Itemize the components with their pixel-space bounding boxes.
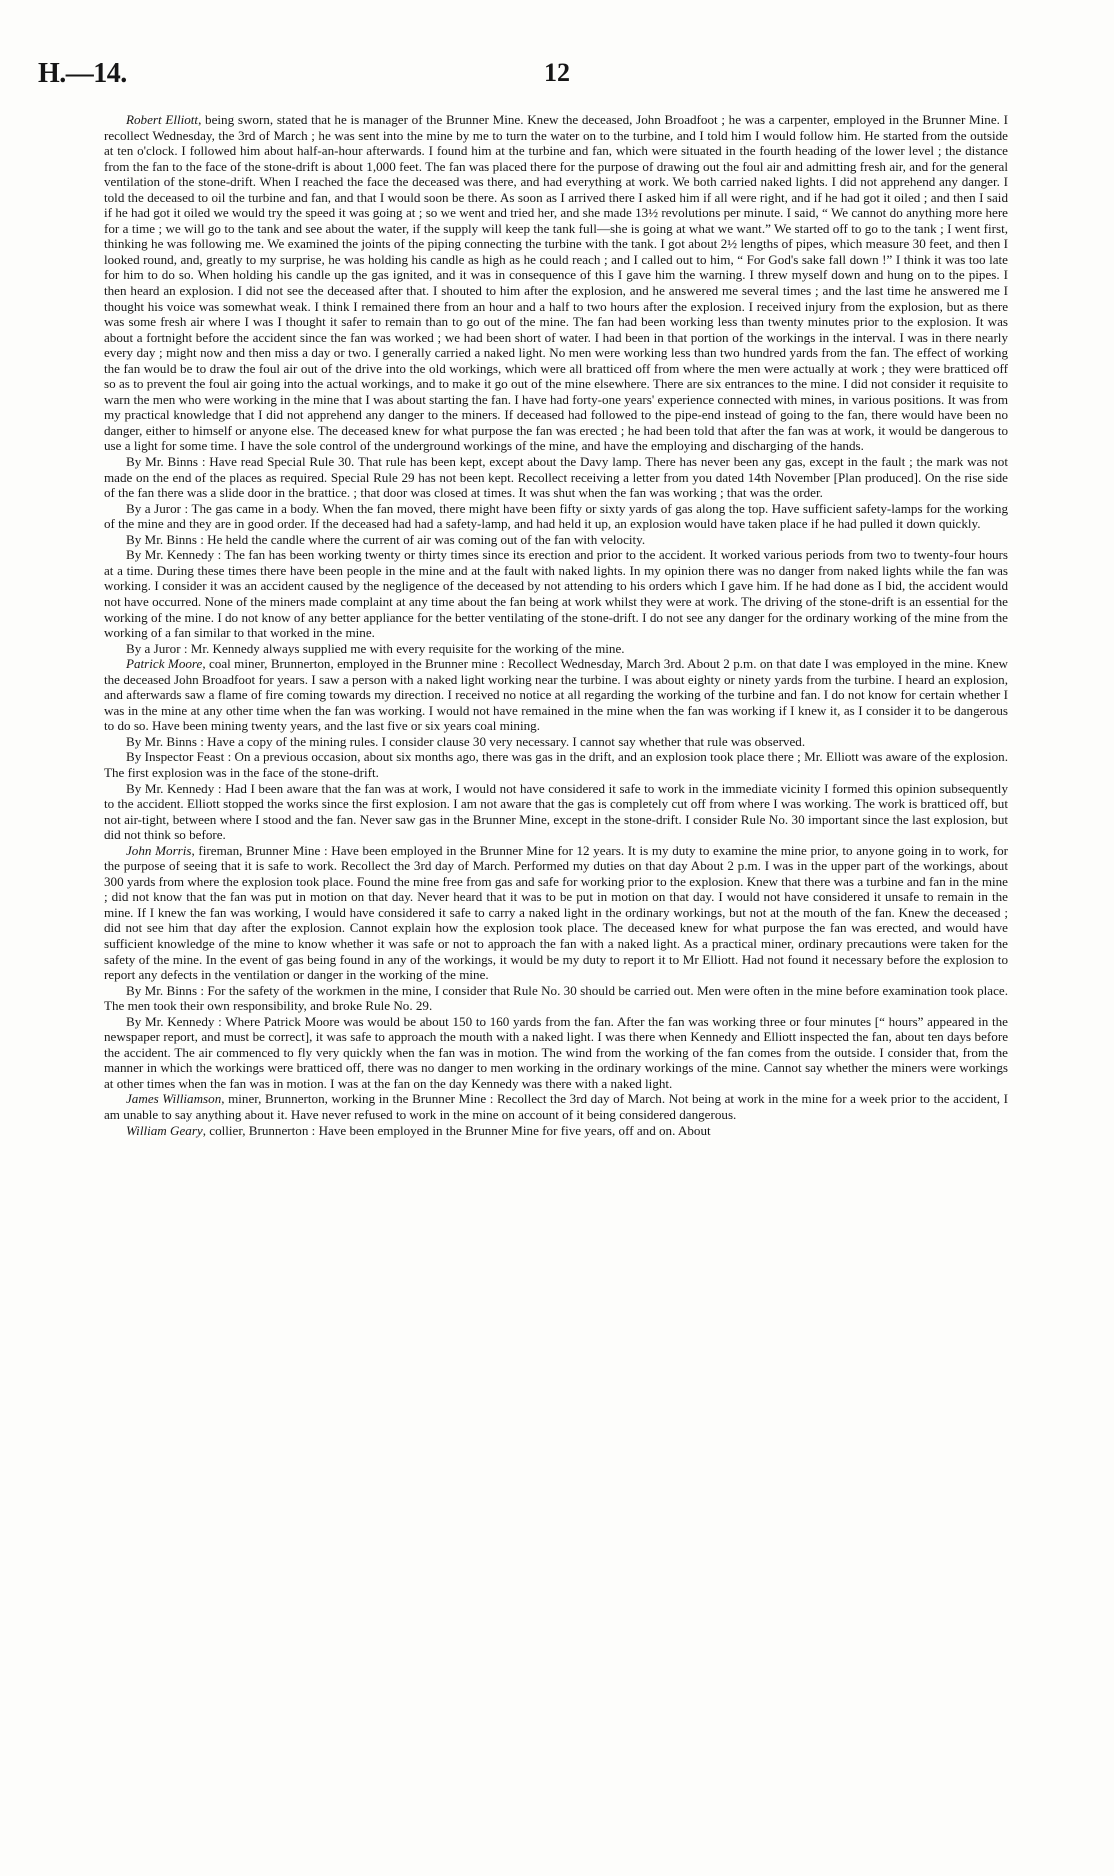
paragraph-text: By a Juror : The gas came in a body. When the fan moved, there might have been fifty or sixty yards of gas along the top. Have sufficient safety-lamps for the working of the mine and they are in good order. If the deceased had had a safety-lamp, and had held it up, an explosion would have taken place if he had pulled it down quickly.: [104, 500, 1008, 532]
paragraph-text: By Mr. Kennedy : Where Patrick Moore was would be about 150 to 160 yards from the fan. After the fan was working three or four minutes [“ hours” appeared in the newspaper report, and must be correct], it was safe to approach the mouth with a naked light. I was there when Kennedy and Elliott inspected the fan, about ten days before the accident. The air commenced to fly very quickly when the fan was in motion. The wind from the working of the fan comes from the outside. I consider that, from the manner in which the workings were bratticed off, there was no danger to men working in the ordinary workings of the mine. Cannot say whether the miners were workings at other times when the fan was in motion. I was at the fan on the day Kennedy was there with a naked light.: [104, 1013, 1008, 1091]
paragraph-text: By Mr. Kennedy : The fan has been working twenty or thirty times since its erection and prior to the accident. It worked various periods from two to twenty-four hours at a time. During these times there have been people in the mine and at the fault with naked lights. In my opinion there was no danger from naked lights while the fan was working. I consider it was an accident caused by the negligence of the deceased by not attending to his orders which I gave him. If he had done as I bid, the accident would not have occurred. None of the miners made complaint at any time about the fan being at work whilst they were at work. The driving of the stone-drift is an essential for the working of the mine. I do not know of any better appliance for the better ventilating of the stone-drift. I do not see any danger for the ordinary working of the mine from the working of a fan similar to that worked in the mine.: [104, 547, 1008, 641]
paragraph-morris: [104, 843, 1008, 983]
paragraph-binns-2: [104, 532, 1008, 548]
paragraph-text: , being sworn, stated that he is manager of the Brunner Mine. Knew the deceased, John Broadfoot ; he was a carpenter, employed in the Brunner Mine. I recollect Wednesday, the 3rd of March ; he was sent into the mine by me to turn the water on to the turbine, and I told him I would follow him. He started from the outside at ten o'clock. I followed him about half-an-hour afterwards. I found him at the turbine and fan, which were situated in the fourth heading of the lower level ; the distance from the fan to the face of the stone-drift is about 1,000 feet. The fan was placed there for the purpose of drawing out the foul air and admitting fresh air, and for the general ventilation of the stone-drift. When I reached the face the deceased was there, and had everything at work. We both carried naked lights. I did not apprehend any danger. I told the deceased to oil the turbine and fan, and that I would soon be there. As soon as I arrived there I asked him if all were right, and if he had got it oiled ; and then I said if he had got it oiled we would try the speed it was going at ; so we went and tried her, and she made 13½ revolutions per minute. I said, “ We cannot do anything more here for a time ; we will go to the tank and see about the water, if the supply will keep the tank full—she is going at what we want.” We started off to go to the tank ; I went first, thinking he was following me. We examined the joints of the piping connecting the turbine with the tank. I got about 2½ lengths of pipes, which measure 30 feet, and then I looked round, and, greatly to my surprise, he was holding his candle as high as he could reach ; and I called out to him, “ For God's sake fall down !” I think it was too late for him to do so. When holding his candle up the gas ignited, and it was in consequence of this I gave him the warning. I threw myself down and hung on to the pipes. I then heard an explosion. I did not see the deceased after that. I shouted to him after the explosion, and he answered me several times ; and the last time he answered me I thought his voice was somewhat weak. I think I remained there from an hour and a half to two hours after the explosion. I received injury from the explosion, but as there was some fresh air where I was I thought it safer to remain than to go out of the mine. The fan had been working less than twenty minutes prior to the explosion. It was about a fortnight before the accident since the fan was worked ; we had been short of water. I had been in that portion of the workings in the interval. I was in there nearly every day ; might now and then miss a day or two. I generally carried a naked light. No men were working less than two hundred yards from the fan. The effect of working the fan would be to draw the foul air out of the drive into the old workings, which were all bratticed off from where the men were actually at work ; they were bratticed off so as to prevent the foul air going into the actual workings, and to make it go out of the mine elsewhere. There are six entrances to the mine. I did not consider it requisite to warn the men who were working in the mine that I was about starting the fan. I have had forty-one years' experience connected with mines, in various positions. It was from my practical knowledge that I did not apprehend any danger to the miners. If deceased had followed to the pipe-end instead of going to the fan, there would have been no danger, either to himself or anyone else. The deceased knew for what purpose the fan was erected ; he had been told that after the fan was at work, it would be dangerous to use a light for some time. I have the sole control of the underground workings of the mine, and have the employing and discharging of the hands.: [104, 112, 1008, 454]
paragraph-moore: [104, 656, 1008, 734]
paragraph-kennedy-3: [104, 1014, 1008, 1092]
witness-name: James Williamson: [126, 1091, 222, 1107]
paragraph-geary: [104, 1123, 1008, 1139]
paragraph-text: By Mr. Binns : Have a copy of the mining rules. I consider clause 30 very necessary. I cannot say whether that rule was observed.: [126, 733, 806, 749]
paragraph-feast: [104, 749, 1008, 780]
paragraph-elliott: [104, 112, 1008, 454]
evidence-text: [104, 112, 1008, 1138]
witness-name: William Geary: [126, 1122, 203, 1138]
paragraph-text: By Mr. Binns : Have read Special Rule 30. That rule has been kept, except about the Davy lamp. There has never been any gas, except in the fault ; the mark was not made on the end of the places as required. Special Rule 29 has not been kept. Recollect receiving a letter from you dated 14th November [Plan produced]. On the rise side of the fan there was a slide door in the brattice. ; that door was closed at times. It was shut when the fan was working ; that was the order.: [104, 454, 1008, 501]
paragraph-text: By Mr. Binns : For the safety of the workmen in the mine, I consider that Rule No. 30 should be carried out. Men were often in the mine before examination took place. The men took their own responsibility, and broke Rule No. 29.: [104, 982, 1008, 1014]
paragraph-text: , collier, Brunnerton : Have been employed in the Brunner Mine for five years, off and on. About: [202, 1122, 711, 1138]
paragraph-text: By Inspector Feast : On a previous occasion, about six months ago, there was gas in the drift, and an explosion took place there ; Mr. Elliott was aware of the explosion. The first explosion was in the face of the stone-drift.: [104, 749, 1008, 780]
paragraph-williamson: [104, 1091, 1008, 1122]
paragraph-text: , miner, Brunnerton, working in the Brunner Mine : Recollect the 3rd day of March. Not being at work in the mine for a week prior to the accident, I am unable to say anything about it. Have never refused to work in the mine on account of it being considered dangerous.: [104, 1091, 1008, 1122]
paragraph-kennedy-2: [104, 781, 1008, 843]
paragraph-binns-4: [104, 983, 1008, 1014]
paragraph-binns-1: [104, 454, 1008, 501]
paragraph-kennedy-1: [104, 547, 1008, 640]
paragraph-text: , fireman, Brunner Mine : Have been employed in the Brunner Mine for 12 years. It is my duty to examine the mine prior, to anyone going in to work, for the purpose of seeing that it is safe to work. Recollect the 3rd day of March. Performed my duties on that day About 2 p.m. I was in the upper part of the workings, about 300 yards from where the explosion took place. Found the mine free from gas and safe for working prior to the explosion. Knew that there was a turbine and fan in the mine ; did not know that the fan was put in motion on that day. Never heard that it was to be put in motion on that day. I would not have considered it unsafe to remain in the mine. If I knew the fan was working, I would have considered it safe to carry a naked light in the ordinary workings, but not at the mouth of the fan. Knew the deceased ; did not see him that day after the explosion. Cannot explain how the explosion took place. The deceased knew for what purpose the fan was erected, and would have sufficient knowledge of the mine to know whether it was safe or not to approach the fan with a naked light. As a practical miner, ordinary precautions were taken for the safety of the mine. In the event of gas being found in any of the workings, it would be my duty to report it to Mr Elliott. Had not found it necessary before the explosion to report any defects in the ventilation or danger in the working of the mine.: [104, 842, 1008, 983]
witness-name: Patrick Moore: [126, 656, 203, 672]
paragraph-text: By Mr. Binns : He held the candle where the current of air was coming out of the fan with velocity.: [126, 531, 646, 547]
witness-name: Robert Elliott: [126, 112, 199, 127]
witness-name: John Morris: [126, 842, 192, 858]
paragraph-juror-1: [104, 501, 1008, 532]
page-header: [38, 58, 1076, 98]
paragraph-text: By a Juror : Mr. Kennedy always supplied me with every requisite for the working of the mine.: [126, 640, 625, 656]
paragraph-text: , coal miner, Brunnerton, employed in the Brunner mine : Recollect Wednesday, March 3rd. About 2 p.m. on that date I was employed in the mine. Knew the deceased John Broadfoot for years. I saw a person with a naked light working near the turbine. I was about eighty or ninety yards from the turbine. I heard an explosion, and afterwards saw a flame of fire coming towards my direction. I received no notice at all regarding the working of the turbine and fan. I do not know for certain whether I was in the mine at any other time when the fan was working. I would not have remained in the mine when the fan was working if I knew it, as I consider it to be dangerous to do so. Have been mining twenty years, and the last five or six years coal mining.: [104, 656, 1008, 734]
paragraph-text: By Mr. Kennedy : Had I been aware that the fan was at work, I would not have considered it safe to work in the immediate vicinity I formed this opinion subsequently to the accident. Elliott stopped the works since the first explosion. I am not aware that the gas is completely cut off from where I was working. The work is bratticed off, but not air-tight, between where I stood and the fan. Never saw gas in the Brunner Mine, except in the stone-drift. I consider Rule No. 30 important since the last explosion, but did not think so before.: [104, 780, 1008, 843]
document-reference: H.—14.: [38, 58, 127, 89]
paragraph-juror-2: [104, 641, 1008, 657]
paragraph-binns-3: [104, 734, 1008, 750]
page-number: 12: [544, 58, 570, 87]
